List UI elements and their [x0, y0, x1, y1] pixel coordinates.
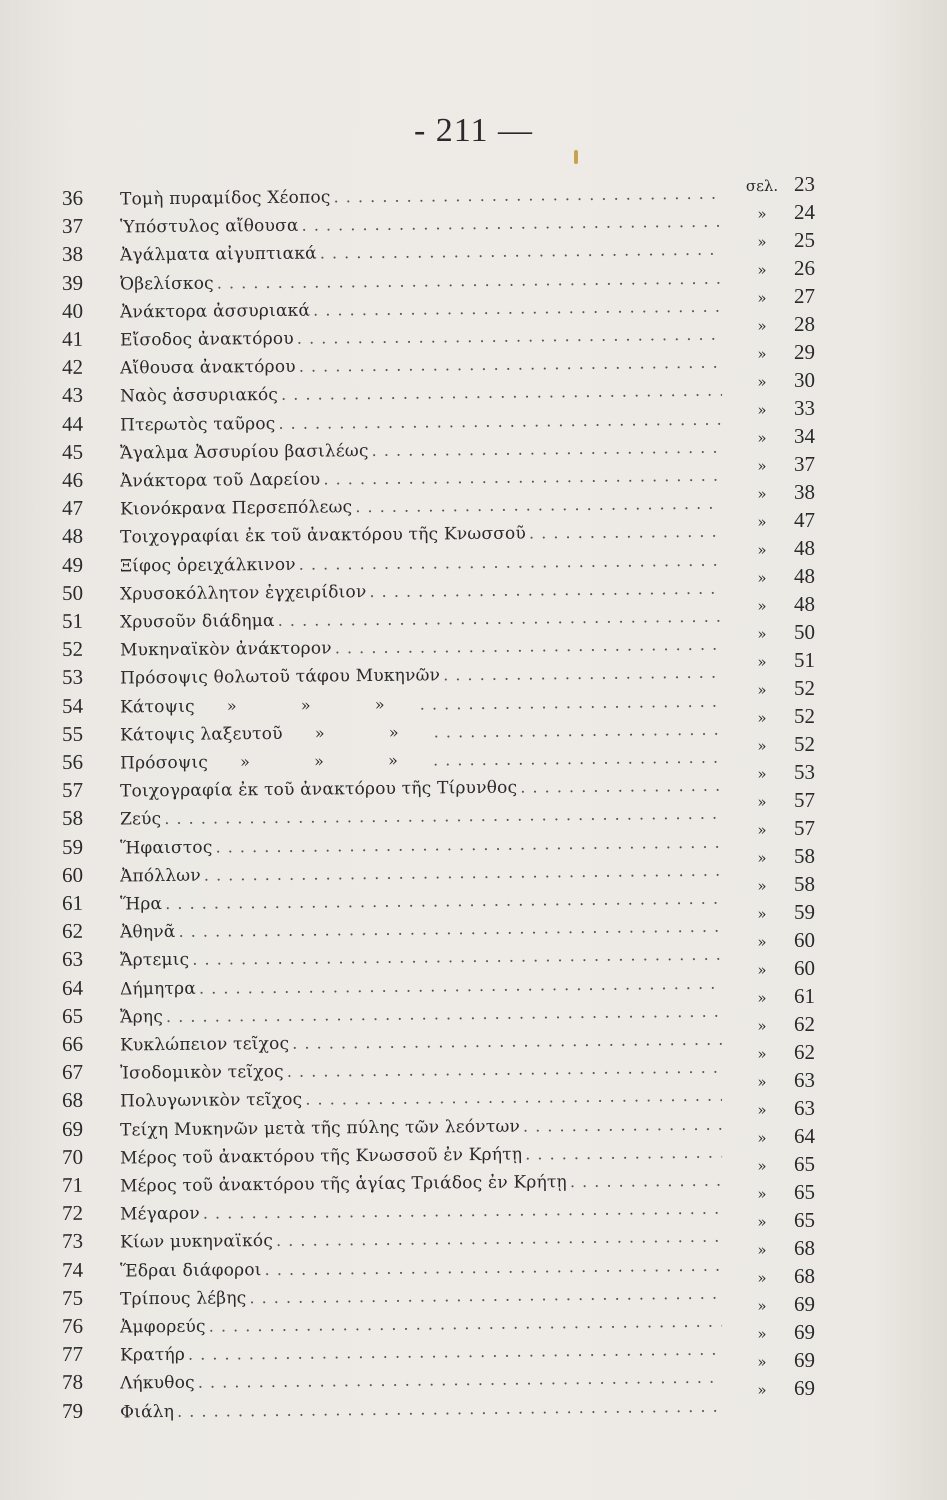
- page-reference: [730, 926, 840, 954]
- ref-page-number: 63: [794, 1068, 815, 1092]
- ref-page-number: 28: [794, 312, 815, 336]
- entry-number: 64: [61, 975, 84, 1000]
- page-reference: [730, 1094, 840, 1122]
- entry-number: 63: [61, 947, 84, 972]
- entry-number: 57: [61, 777, 84, 803]
- ref-page-number: 68: [794, 1236, 815, 1260]
- entry-title: Κίων μυκηναϊκός: [119, 1231, 274, 1253]
- ref-mark: »: [757, 317, 767, 335]
- ref-page-number: 61: [794, 984, 815, 1008]
- ref-page-number: 52: [794, 704, 815, 728]
- page-reference: [730, 534, 840, 562]
- ref-mark: »: [757, 513, 767, 531]
- page-reference: [730, 310, 840, 338]
- entry-number: 45: [61, 439, 84, 464]
- entry-number: 58: [61, 806, 84, 831]
- entry-number: 47: [61, 495, 84, 521]
- entry-number: 78: [61, 1370, 84, 1395]
- ref-mark: »: [757, 681, 767, 699]
- page-reference: [730, 562, 840, 590]
- entry-number: 66: [61, 1031, 84, 1056]
- page-reference: [730, 366, 840, 394]
- page-reference: [730, 730, 840, 758]
- ref-page-number: 60: [794, 956, 815, 980]
- entry-title: Ἀνάκτορα ἀσσυριακά: [119, 300, 311, 323]
- ref-mark: »: [757, 1297, 767, 1315]
- leader-dots: [177, 1392, 722, 1425]
- ref-page-number: 51: [794, 648, 815, 672]
- page-reference: [730, 506, 840, 534]
- ref-mark: »: [757, 1213, 767, 1231]
- page-reference: [730, 422, 840, 450]
- entry-title: Μυκηναϊκὸν ἀνάκτορον: [119, 638, 332, 661]
- leader-dots: [525, 1138, 722, 1168]
- entry-number: 61: [61, 890, 84, 915]
- entry-number: 41: [61, 326, 84, 351]
- ref-mark: »: [757, 1045, 767, 1063]
- entry-title: Ἀπόλλων: [119, 865, 201, 887]
- ref-mark: »: [757, 401, 767, 419]
- entry-title: Ὀβελίσκος: [119, 273, 214, 295]
- entry-title: Πρόσοψις: [119, 752, 209, 774]
- entry-title: Πρόσοψις θολωτοῦ τάφου Μυκηνῶν: [119, 665, 441, 689]
- ref-page-number: 52: [794, 732, 815, 756]
- page-reference: [730, 954, 840, 982]
- ref-mark: »: [757, 1157, 767, 1175]
- ref-page-number: 47: [794, 508, 815, 532]
- entry-title: Ξίφος ὀρειχάλκινον: [119, 554, 296, 577]
- entry-title: Μέρος τοῦ ἀνακτόρου τῆς Κνωσσοῦ ἐν Κρήτῃ: [119, 1144, 523, 1169]
- ref-mark: »: [757, 1325, 767, 1343]
- ref-mark: »: [757, 429, 767, 447]
- entry-title: Ἄρτεμις: [119, 950, 190, 971]
- ref-page-number: 30: [794, 368, 815, 392]
- page-reference: [730, 870, 840, 898]
- ref-mark: »: [757, 233, 767, 251]
- ditto-mark: »: [314, 751, 324, 771]
- entry-title: Ἥφαιστος: [119, 837, 213, 859]
- entry-number: 50: [61, 580, 84, 605]
- ref-mark: »: [757, 457, 767, 475]
- ref-page-number: 68: [794, 1264, 815, 1288]
- entry-title: Κρατήρ: [119, 1345, 186, 1366]
- entry-title: Ζεύς: [119, 809, 162, 830]
- ref-page-number: 53: [794, 760, 815, 784]
- entry-number: 59: [61, 834, 84, 859]
- entry-number: 73: [61, 1229, 84, 1254]
- page-number: - 211 —: [413, 112, 534, 149]
- ref-page-number: 65: [794, 1180, 815, 1204]
- entry-title: Κιονόκρανα Περσεπόλεως: [119, 497, 353, 520]
- page-reference: [730, 590, 840, 618]
- ref-page-number: 38: [794, 480, 815, 504]
- page-reference: [730, 1150, 840, 1178]
- entry-number: 37: [61, 213, 84, 239]
- ref-page-number: 65: [794, 1152, 815, 1176]
- entry-title: Χρυσοκόλλητον ἐγχειρίδιον: [119, 581, 367, 605]
- ref-mark: »: [757, 653, 767, 671]
- entry-title: Ἕδραι διάφοροι: [119, 1259, 262, 1282]
- entry-number: 44: [61, 411, 84, 436]
- entry-title: Ἀγάλματα αἰγυπτιακά: [119, 243, 317, 266]
- ref-mark: »: [757, 485, 767, 503]
- entry-title: Τρίπους λέβης: [119, 1288, 247, 1310]
- ref-page-number: 24: [794, 200, 815, 224]
- entry-title: Ἀνάκτορα τοῦ Δαρείου: [119, 469, 321, 492]
- entry-number: 70: [61, 1144, 84, 1169]
- ditto-mark: »: [388, 722, 399, 742]
- entry-number: 54: [61, 693, 84, 718]
- entry-number: 79: [61, 1398, 84, 1423]
- ref-page-number: 29: [794, 340, 815, 364]
- entry-number: 69: [61, 1116, 84, 1141]
- entry-number: 74: [61, 1257, 84, 1282]
- page-reference: [730, 646, 840, 674]
- page-reference: [730, 450, 840, 478]
- ref-mark: »: [757, 373, 767, 391]
- entry-number: 71: [61, 1172, 84, 1197]
- page-reference: [730, 674, 840, 702]
- ref-page-number: 34: [794, 424, 815, 448]
- entry-number: 67: [61, 1059, 84, 1085]
- page-reference: [730, 1038, 840, 1066]
- ref-page-number: 37: [794, 452, 815, 476]
- entry-title: Λήκυθος: [119, 1373, 195, 1394]
- ref-mark: »: [757, 205, 767, 223]
- entry-number: 76: [61, 1313, 84, 1338]
- entry-title: Ἰσοδομικὸν τεῖχος: [119, 1062, 284, 1084]
- ref-page-number: 25: [794, 228, 815, 252]
- ref-mark: »: [757, 989, 767, 1007]
- entry-number: 36: [61, 185, 84, 210]
- entry-title: Τείχη Μυκηνῶν μετὰ τῆς πύλης τῶν λεόντων: [119, 1116, 521, 1141]
- ref-page-number: 27: [794, 284, 815, 308]
- entry-number: 55: [61, 721, 84, 746]
- ditto-mark: »: [314, 723, 325, 743]
- ref-page-number: 48: [794, 592, 815, 616]
- entry-title: Πολυγωνικὸν τεῖχος: [119, 1090, 303, 1112]
- page-reference: [730, 198, 840, 226]
- page-reference: [730, 1262, 840, 1290]
- entry-title: Ἥρα: [119, 894, 163, 915]
- entry-number: 68: [61, 1088, 84, 1113]
- entry-title: Τοιχογραφία ἐκ τοῦ ἀνακτόρου τῆς Τίρυνθος: [119, 777, 518, 802]
- entry-title: Μέγαρον: [119, 1203, 200, 1225]
- entry-title: Κυκλώπειον τεῖχος: [119, 1033, 290, 1056]
- page-reference: [730, 226, 840, 254]
- ref-page-number: 60: [794, 928, 815, 952]
- entry-title: Τομὴ πυραμίδος Χέοπος: [119, 187, 331, 210]
- ref-mark: »: [757, 1381, 767, 1399]
- ref-mark: »: [757, 1017, 767, 1035]
- ref-page-number: 58: [794, 872, 815, 896]
- ref-mark: »: [757, 345, 767, 363]
- entry-title: Εἴσοδος ἀνακτόρου: [119, 328, 294, 351]
- entry-number: 52: [61, 636, 84, 662]
- entry-title: Χρυσοῦν διάδημα: [119, 610, 275, 633]
- page-reference: [730, 898, 840, 926]
- entry-number: 53: [61, 665, 84, 690]
- ref-mark: »: [757, 961, 767, 979]
- ref-page-number: 69: [794, 1320, 815, 1344]
- entry-number: 46: [61, 467, 84, 492]
- ref-mark: »: [757, 849, 767, 867]
- entry-title: Μέρος τοῦ ἀνακτόρου τῆς ἁγίας Τριάδος ἐν Κρήτῃ: [119, 1172, 567, 1197]
- ref-mark: »: [757, 597, 767, 615]
- ref-mark: »: [757, 1129, 767, 1147]
- entry-title: Δήμητρα: [119, 978, 197, 1000]
- page-reference: [730, 618, 840, 646]
- ditto-mark: »: [388, 750, 398, 770]
- page-reference: [730, 1318, 840, 1346]
- leader-dots: [570, 1167, 722, 1196]
- ref-page-number: 23: [794, 172, 815, 196]
- page-reference: [730, 478, 840, 506]
- ref-page-number: 50: [794, 620, 815, 644]
- entry-number: 75: [61, 1285, 84, 1310]
- ref-page-number: 63: [794, 1096, 815, 1120]
- entry-number: 62: [61, 918, 84, 944]
- entry-title: Κάτοψις: [119, 696, 195, 718]
- ref-mark: »: [757, 737, 767, 755]
- ref-page-number: 57: [794, 788, 815, 812]
- ref-page-number: 62: [794, 1012, 815, 1036]
- entry-title: Ναὸς ἀσσυριακός: [119, 385, 279, 407]
- ref-mark: »: [757, 905, 767, 923]
- ref-mark: »: [757, 933, 767, 951]
- page-reference: [730, 1290, 840, 1318]
- page-reference: [730, 170, 840, 198]
- ref-page-number: 65: [794, 1208, 815, 1232]
- ref-mark: »: [757, 1269, 767, 1287]
- entry-number: 39: [61, 270, 84, 295]
- page-reference: [730, 282, 840, 310]
- ref-mark: »: [757, 1185, 767, 1203]
- ref-mark: »: [757, 1073, 767, 1091]
- ref-page-number: 69: [794, 1376, 815, 1400]
- page-reference: [730, 702, 840, 730]
- ref-mark: »: [757, 289, 767, 307]
- entry-number: 72: [61, 1200, 84, 1226]
- ref-page-number: 69: [794, 1292, 815, 1316]
- entry-number: 40: [61, 298, 84, 323]
- entry-number: 43: [61, 383, 84, 408]
- page-reference: [730, 1346, 840, 1374]
- entry-title: Αἴθουσα ἀνακτόρου: [119, 356, 296, 379]
- ref-page-number: 62: [794, 1040, 815, 1064]
- entry-title: Ἄρης: [119, 1006, 164, 1028]
- entry-title: Τοιχογραφίαι ἐκ τοῦ ἀνακτόρου τῆς Κνωσσοῦ: [119, 523, 527, 548]
- entry-number: 48: [61, 524, 84, 549]
- ref-mark: »: [757, 1353, 767, 1371]
- leader-dots: [529, 518, 722, 548]
- ref-page-number: 48: [794, 564, 815, 588]
- entry-title: Ἀμφορεύς: [119, 1316, 206, 1338]
- ref-mark: »: [757, 793, 767, 811]
- page-reference: [730, 1374, 840, 1402]
- page-reference: [730, 1066, 840, 1094]
- ref-mark: »: [757, 709, 767, 727]
- entry-number: 38: [61, 242, 84, 267]
- entry-title: Ὑπόστυλος αἴθουσα: [119, 215, 299, 238]
- ref-mark: »: [757, 1241, 767, 1259]
- ditto-mark: »: [300, 695, 311, 715]
- ref-mark: »: [757, 821, 767, 839]
- page-reference: [730, 1010, 840, 1038]
- ref-mark: σελ.: [745, 177, 779, 195]
- entry-title: Ἄγαλμα Ἀσσυρίου βασιλέως: [119, 440, 369, 464]
- entry-number: 49: [61, 552, 84, 577]
- entry-number: 65: [61, 1003, 84, 1028]
- ref-page-number: 69: [794, 1348, 815, 1372]
- ref-mark: »: [757, 261, 767, 279]
- ref-mark: »: [757, 765, 767, 783]
- page-reference: [730, 1178, 840, 1206]
- ref-mark: »: [757, 569, 767, 587]
- ref-page-number: 57: [794, 816, 815, 840]
- leader-dots: [523, 1110, 722, 1140]
- page-reference: [730, 982, 840, 1010]
- toc-entry: [62, 1390, 722, 1424]
- page-reference: [730, 758, 840, 786]
- page-reference: [730, 1122, 840, 1150]
- ditto-mark: »: [226, 695, 237, 716]
- entry-number: 42: [61, 354, 84, 380]
- page-reference: [730, 786, 840, 814]
- ref-page-number: 33: [794, 396, 815, 420]
- ref-page-number: 26: [794, 256, 815, 280]
- entry-title: Κάτοψις λαξευτοῦ: [119, 723, 283, 746]
- page-reference: [730, 814, 840, 842]
- ref-page-number: 59: [794, 900, 815, 924]
- entry-title: Ἀθηνᾶ: [119, 922, 176, 943]
- ditto-mark: »: [374, 694, 385, 714]
- page-reference: [730, 1206, 840, 1234]
- entry-number: 77: [61, 1341, 84, 1367]
- ref-mark: »: [757, 625, 767, 643]
- entry-number: 51: [61, 608, 84, 633]
- ref-mark: »: [757, 541, 767, 559]
- ref-mark: »: [757, 1101, 767, 1119]
- ref-page-number: 52: [794, 676, 815, 700]
- ref-page-number: 48: [794, 536, 815, 560]
- page-reference: [730, 254, 840, 282]
- page-reference: [730, 394, 840, 422]
- ref-page-number: 64: [794, 1124, 815, 1148]
- page-reference: [730, 842, 840, 870]
- page-reference: [730, 1234, 840, 1262]
- ref-mark: »: [757, 877, 767, 895]
- page-reference: [730, 338, 840, 366]
- entry-title: Φιάλη: [119, 1401, 175, 1423]
- ditto-mark: »: [240, 752, 251, 772]
- entry-number: 60: [61, 862, 84, 887]
- entry-number: 56: [61, 749, 84, 774]
- entry-title: Πτερωτὸς ταῦρος: [119, 413, 276, 436]
- ref-page-number: 58: [794, 844, 815, 868]
